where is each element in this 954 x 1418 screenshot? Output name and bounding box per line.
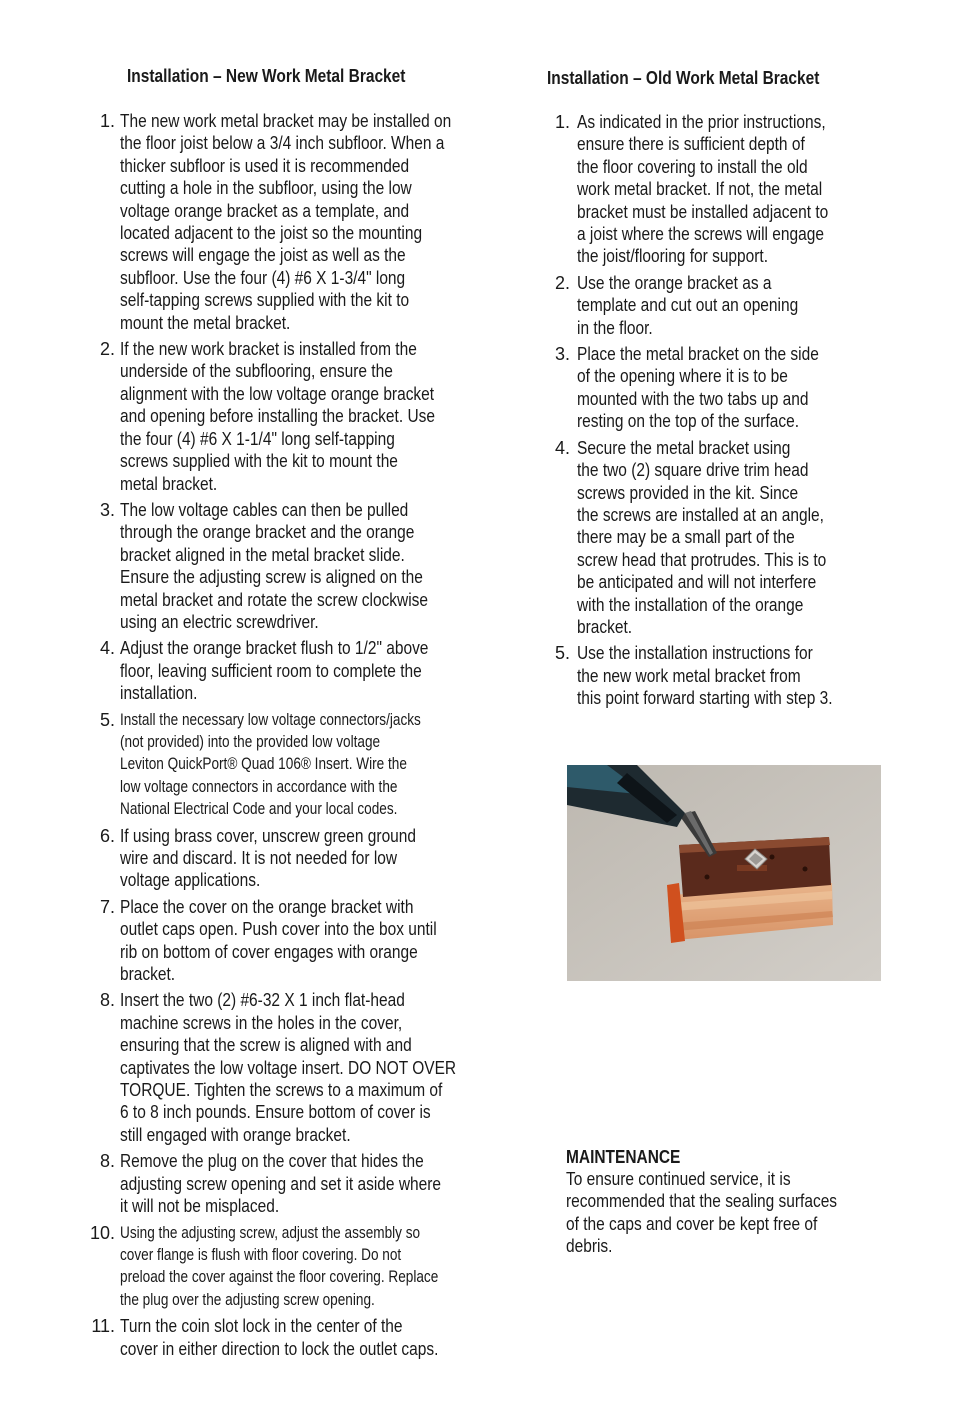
bracket-photo-illustration: [567, 765, 881, 981]
step-text: As indicated in the prior instructions, ensure there is sufficient depth of the floor covering to install the old work metal bracket. If not, the metal bracket must be installed adjacent to a joist where the screws will engage the joist/flooring for support.: [577, 112, 829, 267]
list-item: [84, 637, 575, 704]
step-number: 8.: [99, 990, 115, 1011]
step-text: Adjust the orange bracket flush to 1/2" above floor, leaving sufficient room to complete the installation.: [120, 638, 429, 704]
step-number: 2.: [99, 339, 115, 360]
step-text: Insert the two (2) #6-32 X 1 inch flat-head machine screws in the holes in the cover, ensuring that the screw is aligned with and captivates the low voltage insert. DO NOT OVER TORQUE. Tighten the screws to a maximum of 6 to 8 inch pounds. Ensure bottom of cover is still engaged with orange bracket.: [120, 990, 457, 1145]
list-item: [84, 110, 575, 334]
list-item: [84, 709, 575, 821]
maintenance-text: To ensure continued service, it is recommended that the sealing surfaces of the caps and cover be kept free of debris.: [566, 1169, 838, 1257]
maintenance-section: [566, 1146, 896, 1258]
bracket-installation-photo: [567, 765, 881, 981]
step-text: The low voltage cables can then be pulled through the orange bracket and the orange bracket aligned in the metal bracket slide. Ensure the adjusting screw is aligned on the metal bracket and rotate the screw clockwise using an electric screwdriver.: [120, 499, 429, 632]
step-text: Remove the plug on the cover that hides the adjusting screw opening and set it aside where it will not be misplaced.: [120, 1151, 441, 1217]
step-text: Secure the metal bracket using the two (2) square drive trim head screws provided in the kit. Since the screws are installed at an angle, there may be a small part of the screw head that protrudes. This is to be anticipated and will not interfere with the installation of the orange bracket.: [577, 437, 827, 637]
old-work-heading: Installation – Old Work Metal Bracket: [547, 68, 820, 88]
list-item: [547, 272, 952, 339]
step-text: If using brass cover, unscrew green ground wire and discard. It is not needed for low voltage applications.: [120, 825, 417, 891]
step-text: Use the installation instructions for the new work metal bracket from this point forward starting with step 3.: [577, 643, 833, 709]
step-number: 5.: [99, 709, 115, 730]
step-number: 11.: [91, 1316, 115, 1337]
list-item: [84, 896, 575, 986]
step-number: 1.: [99, 111, 115, 131]
step-text: Turn the coin slot lock in the center of the cover in either direction to lock the outlet caps.: [120, 1316, 439, 1359]
step-number: 4.: [554, 437, 570, 458]
list-item: [84, 338, 575, 495]
list-item: [547, 343, 952, 433]
maintenance-heading: MAINTENANCE: [566, 1147, 681, 1167]
step-number: 10.: [89, 1222, 115, 1243]
step-text: Place the metal bracket on the side of the opening where it is to be mounted with the two tabs up and resting on the top of the surface.: [577, 344, 819, 432]
list-item: [84, 499, 575, 633]
step-text: Install the necessary low voltage connectors/jacks (not provided) into the provided low voltage Leviton QuickPort® Quad 106® Insert. Wire the low voltage connectors in accordance with the National Electrical Code and your local codes.: [120, 709, 421, 819]
step-text: The new work metal bracket may be installed on the floor joist below a 3/4 inch subfloor. When a thicker subfloor is used it is recommended cutting a hole in the subfloor, using the low voltage orange bracket as a template, and located adjacent to the joist so the mounting screws will engage the joist as well as the subfloor. Use the four (4) #6 X 1-3/4" long self-tapping screws supplied with the kit to mount the metal bracket.: [120, 111, 452, 333]
step-number: 3.: [99, 499, 115, 520]
new-work-heading: Installation – New Work Metal Bracket: [127, 66, 406, 86]
step-text: Place the cover on the orange bracket with outlet caps open. Push cover into the box until rib on bottom of cover engages with orange bracket.: [120, 896, 437, 985]
step-number: 3.: [554, 344, 570, 365]
step-number: 4.: [99, 638, 115, 659]
list-item: [84, 1315, 575, 1360]
new-work-steps: [84, 110, 575, 1364]
list-item: [547, 111, 952, 268]
list-item: [84, 825, 575, 892]
step-number: 2.: [554, 272, 570, 293]
step-text: Use the orange bracket as a template and cut out an opening in the floor.: [577, 272, 799, 338]
step-number: 6.: [99, 825, 115, 846]
list-item: [547, 642, 952, 709]
old-work-steps: [547, 111, 952, 714]
step-text: If the new work bracket is installed from the underside of the subflooring, ensure the alignment with the low voltage orange bracket and opening before installing the bracket. Use the four (4) #6 X 1-1/4" long self-tapping screws supplied with the kit to mount the metal bracket.: [120, 339, 435, 494]
step-number: 8.: [99, 1151, 115, 1172]
step-number: 1.: [554, 112, 570, 132]
list-item: [84, 989, 575, 1146]
list-item: [84, 1222, 575, 1312]
step-text: Using the adjusting screw, adjust the assembly so cover flange is flush with floor covering. Do not preload the cover against the floor covering. Replace the plug over the adjusting screw opening.: [120, 1222, 439, 1309]
list-item: [84, 1150, 575, 1217]
step-number: 5.: [554, 643, 570, 664]
list-item: [547, 437, 952, 639]
step-number: 7.: [99, 896, 115, 917]
